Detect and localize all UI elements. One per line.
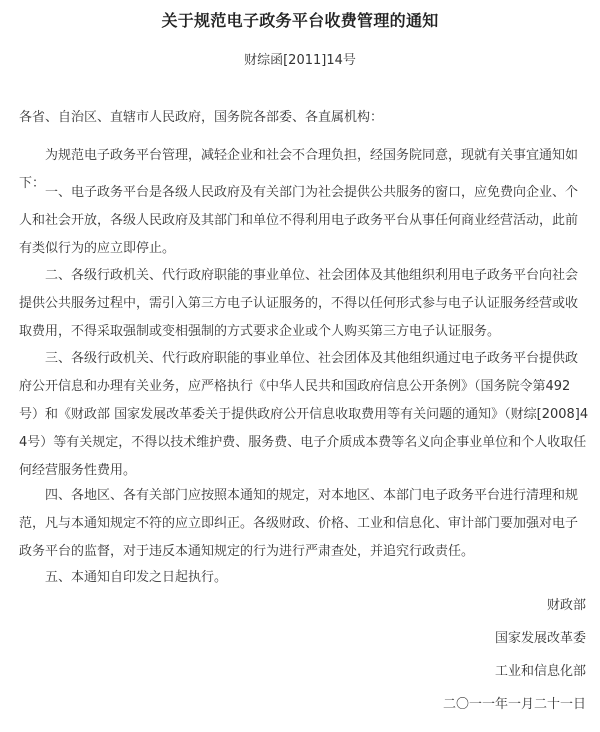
signatory-ministry-of-finance: 财政部	[546, 598, 586, 613]
addressee-line: 各省、自治区、直辖市人民政府，国务院各部委、各直属机构：	[19, 110, 384, 125]
paragraph-4: 四、各地区、各有关部门应按照本通知的规定，对本地区、本部门电子政务平台进行清理和规范，凡与本通知规定不符的应立即纠正。各级财政、价格、工业和信息化、审计部门要加强对电子政务平台的监督，对于违反本通知规定的行为进行严肃查处，并追究行政责任。	[19, 488, 579, 559]
issue-date: 二〇一一年一月二十一日	[442, 697, 586, 712]
paragraph-2: 二、各级行政机关、代行政府职能的事业单位、社会团体及其他组织利用电子政务平台向社会提供公共服务过程中，需引入第三方电子认证服务的，不得以任何形式参与电子认证服务经营或收取费用，不得采取强制或变相强制的方式要求企业或个人购买第三方电子认证服务。	[19, 268, 579, 339]
signatory-miit: 工业和信息化部	[494, 664, 586, 679]
paragraph-1: 一、电子政务平台是各级人民政府及有关部门为社会提供公共服务的窗口，应免费向企业、个人和社会开放，各级人民政府及其部门和单位不得利用电子政务平台从事任何商业经营活动，此前有类似行为的应立即停止。	[19, 185, 579, 256]
document-title: 关于规范电子政务平台收费管理的通知	[161, 11, 439, 30]
document-number: 财综函[2011]14号	[244, 53, 356, 68]
signatory-ndrc: 国家发展改革委	[494, 631, 586, 646]
intro-paragraph: 为规范电子政务平台管理，减轻企业和社会不合理负担，经国务院同意，现就有关事宜通知如下：	[19, 148, 579, 191]
paragraph-5: 五、本通知自印发之日起执行。	[45, 570, 228, 585]
paragraph-3: 三、各级行政机关、代行政府职能的事业单位、社会团体及其他组织通过电子政务平台提供政府公开信息和办理有关业务，应严格执行《中华人民共和国政府信息公开条例》（国务院令第492号）和《财政部 国家发展改革委关于提供政府公开信息收取费用等有关问题的通知》（财综[2008]44号）等有关规定，不得以技术维护费、服务费、电子介质成本费等名义向企事业单位和个人收取任何经营服务性费用。	[19, 351, 589, 478]
